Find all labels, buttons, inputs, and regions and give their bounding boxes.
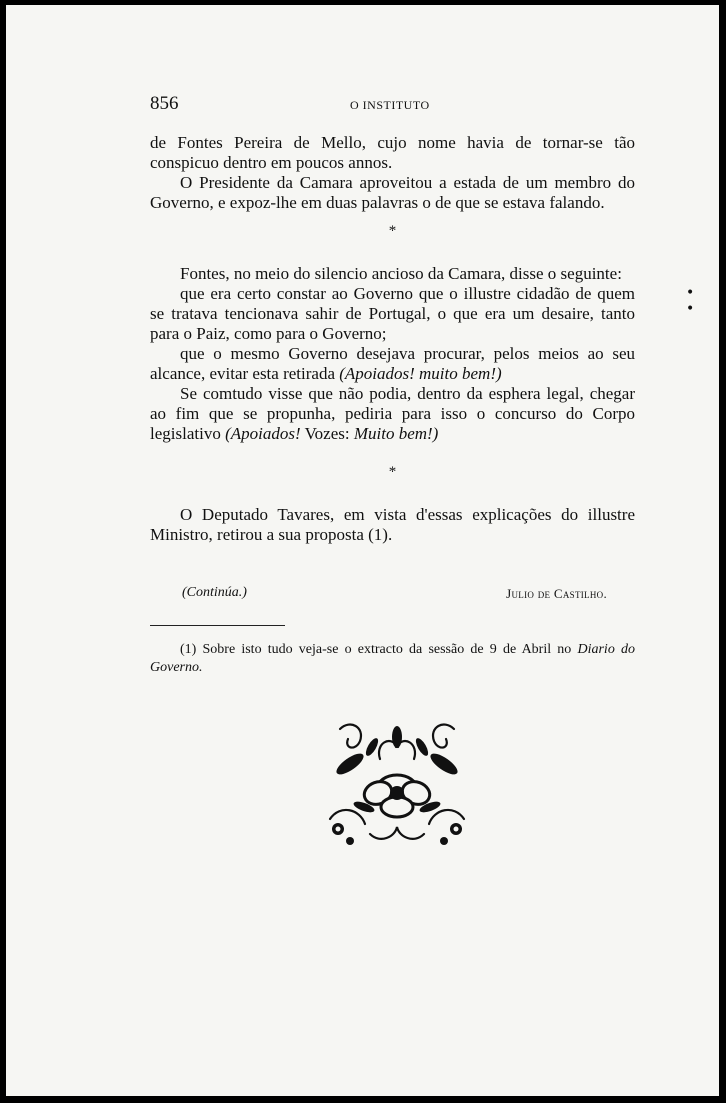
paragraph-6-vozes: Vozes: — [304, 424, 350, 443]
paragraph-5 — [150, 344, 635, 384]
paragraph-6-aside-apoiados: (Apoiados! — [225, 424, 301, 443]
running-head: O INSTITUTO — [350, 98, 430, 112]
section-asterism-2: * — [388, 464, 397, 480]
body-text — [150, 133, 635, 545]
marginal-mark: • • — [686, 285, 701, 317]
paragraph-6-text: Se comtudo visse que não podia, dentro da esphera legal, chegar ao fim que se propunha, pediria para isso o concurso do Corpo legislativo — [150, 384, 635, 443]
footnote-source: Diario do Governo. — [150, 642, 635, 675]
paragraph-5-text: que o mesmo Governo desejava procurar, pelos meios ao seu alcance, evitar esta retirada — [150, 344, 635, 383]
paragraph-6 — [150, 384, 635, 444]
paragraph-1: de Fontes Pereira de Mello, cujo nome havia de tornar-se tão conspicuo dentro em poucos annos. — [150, 133, 635, 172]
footnote — [150, 641, 635, 677]
section-asterism-1: * — [388, 223, 397, 239]
footnote-text: (1) Sobre isto tudo veja-se o extracto da sessão de 9 de Abril no — [180, 642, 572, 657]
book-page — [6, 5, 719, 1096]
paragraph-5-aside: (Apoiados! muito bem!) — [339, 364, 502, 383]
signature-row — [182, 585, 607, 605]
author-signature: Julio de Castilho. — [506, 586, 607, 601]
paragraph-3: Fontes, no meio do silencio ancioso da Camara, disse o seguinte: — [180, 264, 622, 283]
paragraph-6-aside-muito-bem: Muito bem!) — [353, 424, 439, 443]
footnote-rule — [150, 625, 285, 626]
paragraph-2: O Presidente da Camara aproveitou a estada de um membro do Governo, e expoz-lhe em duas palavras o de que se estava falando. — [150, 173, 635, 212]
paragraph-7: O Deputado Tavares, em vista d'essas explicações do illustre Ministro, retirou a sua proposta (1). — [150, 505, 635, 544]
page-header — [150, 93, 635, 115]
floral-ornament-icon — [320, 719, 474, 849]
page-number: 856 — [150, 93, 179, 114]
continua-note: (Continúa.) — [182, 585, 247, 600]
paragraph-4: que era certo constar ao Governo que o illustre cidadão de quem se tratava tencionava sahir de Portugal, o que era um desaire, tanto para o Paiz, como para o Governo; — [150, 284, 635, 343]
